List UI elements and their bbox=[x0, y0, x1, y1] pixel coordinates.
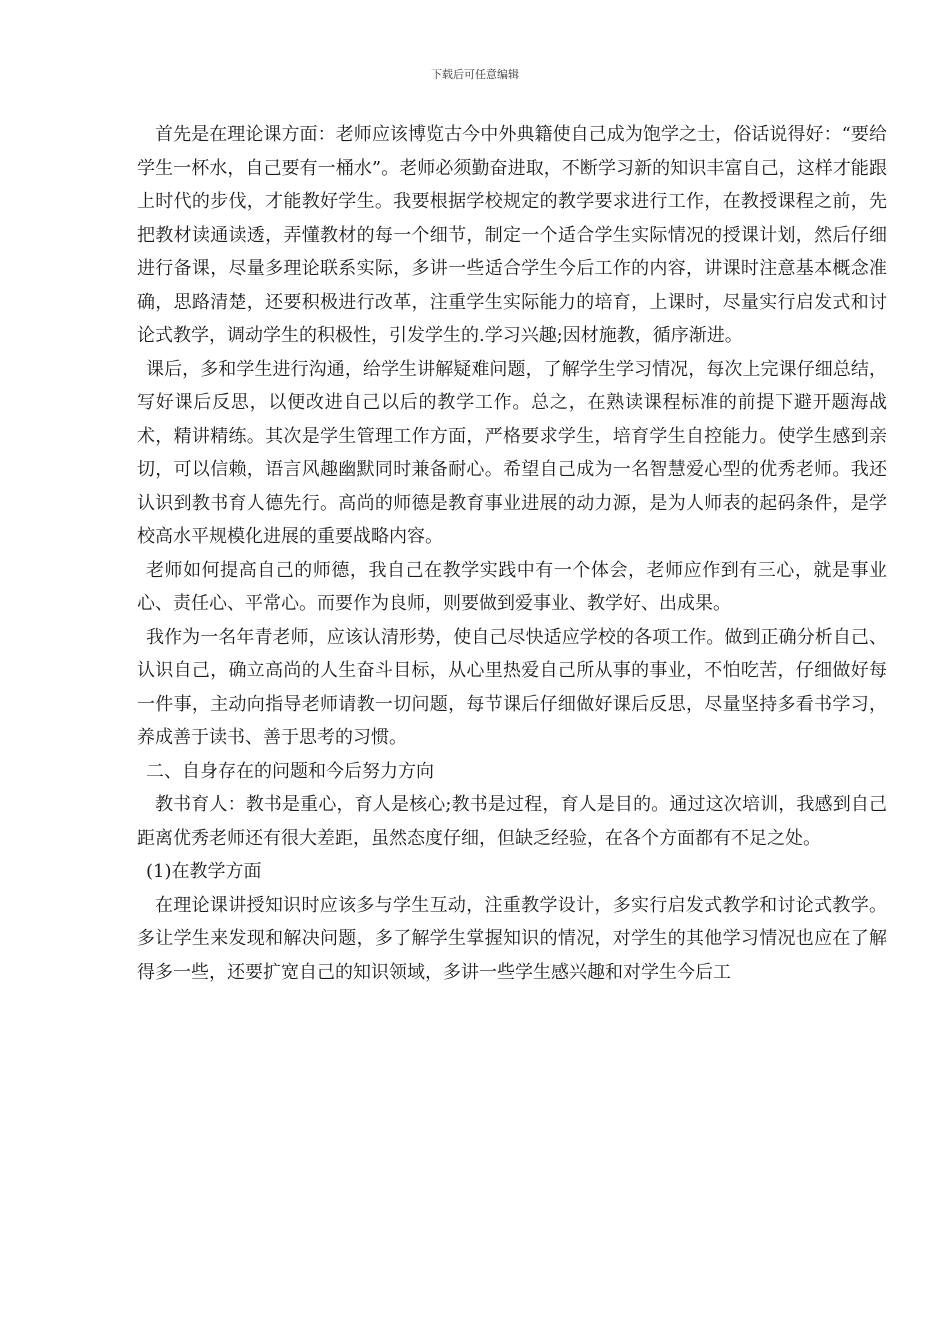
section-heading: 二、自身存在的问题和今后努力方向 bbox=[146, 760, 434, 782]
page-header: 下载后可任意编辑 bbox=[431, 68, 519, 81]
document-body bbox=[137, 118, 887, 989]
paragraph: 我作为一名年青老师，应该认清形势，使自己尽快适应学校的各项工作。做到正确分析自己、认识自己，确立高尚的人生奋斗目标，从心里热爱自己所从事的事业，不怕吃苦，仔细做好每一件事，主动向指导老师请教一切问题，每节课后仔细做好课后反思，尽量坚持多看书学习，养成善于读书、善于思考的习惯。 bbox=[137, 626, 887, 748]
paragraph: 课后，多和学生进行沟通，给学生讲解疑难问题，了解学生学习情况，每次上完课仔细总结，写好课后反思，以便改进自己以后的教学工作。总之，在熟读课程标准的前提下避开题海战术，精讲精练。其次是学生管理工作方面，严格要求学生，培育学生自控能力。使学生感到亲切，可以信赖，语言风趣幽默同时兼备耐心。希望自己成为一名智慧爱心型的优秀老师。我还认识到教书育人德先行。高尚的师德是教育事业进展的动力源，是为人师表的起码条件，是学校高水平规模化进展的重要战略内容。 bbox=[137, 358, 887, 547]
subsection-heading: (1)在教学方面 bbox=[146, 861, 262, 882]
paragraph: 老师如何提高自己的师德，我自己在教学实践中有一个体会，老师应作到有三心，就是事业心、责任心、平常心。而要作为良师，则要做到爱事业、教学好、出成果。 bbox=[137, 559, 887, 614]
paragraph: 在理论课讲授知识时应该多与学生互动，注重教学设计，多实行启发式教学和讨论式教学。多让学生来发现和解决问题，多了解学生掌握知识的情况，对学生的其他学习情况也应在了解得多一些，还要扩宽自己的知识领域，多讲一些学生感兴趣和对学生今后工 bbox=[137, 894, 887, 983]
paragraph: 首先是在理论课方面：老师应该博览古今中外典籍使自己成为饱学之士，俗话说得好：“要给学生一杯水，自己要有一桶水”。老师必须勤奋进取，不断学习新的知识丰富自己，这样才能跟上时代的步伐，才能教好学生。我要根据学校规定的教学要求进行工作，在教授课程之前，先把教材读通读透，弄懂教材的每一个细节，制定一个适合学生实际情况的授课计划，然后仔细进行备课，尽量多理论联系实际，多讲一些适合学生今后工作的内容，讲课时注意基本概念准确，思路清楚，还要积极进行改革，注重学生实际能力的培育，上课时，尽量实行启发式和讨论式教学，调动学生的积极性，引发学生的.学习兴趣;因材施教，循序渐进。 bbox=[137, 124, 887, 346]
paragraph: 教书育人：教书是重心，育人是核心;教书是过程，育人是目的。通过这次培训，我感到自己距离优秀老师还有很大差距，虽然态度仔细，但缺乏经验，在各个方面都有不足之处。 bbox=[137, 794, 887, 849]
